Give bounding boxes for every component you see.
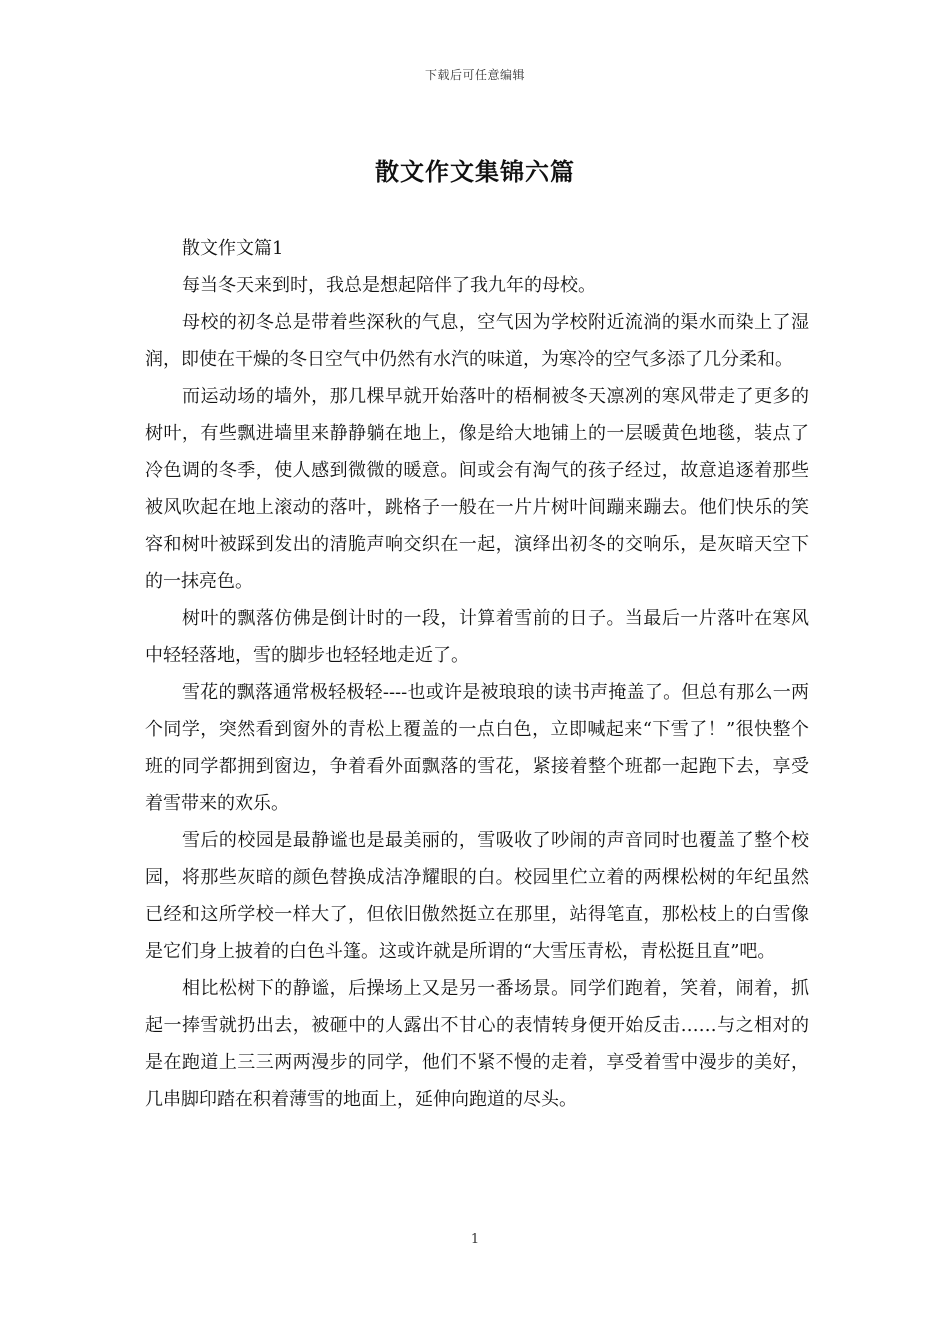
document-title: 散文作文集锦六篇	[375, 157, 575, 186]
paragraph: 每当冬天来到时，我总是想起陪伴了我九年的母校。	[182, 275, 596, 296]
header-note: 下载后可任意编辑	[424, 68, 525, 82]
paragraph: 雪花的飘落通常极轻极轻----也或许是被琅琅的读书声掩盖了。但总有那么一两个同学，突然看到窗外的青松上覆盖的一点白色，立即喊起来“下雪了！”很快整个班的同学都拥到窗边，争着看外面飘落的雪花，紧接着整个班都一起跑下去，享受着雪带来的欢乐。	[145, 682, 809, 814]
section-heading: 散文作文篇1	[182, 238, 284, 259]
paragraph: 母校的初冬总是带着些深秋的气息，空气因为学校附近流淌的渠水而染上了湿润，即使在干燥的冬日空气中仍然有水汽的味道，为寒冷的空气多添了几分柔和。	[145, 312, 809, 370]
paragraph: 雪后的校园是最静谧也是最美丽的，雪吸收了吵闹的声音同时也覆盖了整个校园，将那些灰暗的颜色替换成洁净耀眼的白。校园里伫立着的两棵松树的年纪虽然已经和这所学校一样大了，但依旧傲然挺立在那里，站得笔直，那松枝上的白雪像是它们身上披着的白色斗篷。这或许就是所谓的“大雪压青松，青松挺且直”吧。	[145, 830, 809, 962]
paragraph: 相比松树下的静谧，后操场上又是另一番场景。同学们跑着，笑着，闹着，抓起一捧雪就扔出去，被砸中的人露出不甘心的表情转身便开始反击……与之相对的是在跑道上三三两两漫步的同学，他们不紧不慢的走着，享受着雪中漫步的美好，几串脚印踏在积着薄雪的地面上，延伸向跑道的尽头。	[145, 978, 809, 1110]
page-number: 1	[470, 1232, 480, 1247]
paragraph: 树叶的飘落仿佛是倒计时的一段，计算着雪前的日子。当最后一片落叶在寒风中轻轻落地，雪的脚步也轻轻地走近了。	[145, 608, 809, 666]
document-body	[145, 230, 809, 1118]
paragraph: 而运动场的墙外，那几棵早就开始落叶的梧桐被冬天凛冽的寒风带走了更多的树叶，有些飘进墙里来静静躺在地上，像是给大地铺上的一层暖黄色地毯，装点了冷色调的冬季，使人感到微微的暖意。间或会有淘气的孩子经过，故意追逐着那些被风吹起在地上滚动的落叶，跳格子一般在一片片树叶间蹦来蹦去。他们快乐的笑容和树叶被踩到发出的清脆声响交织在一起，演绎出初冬的交响乐，是灰暗天空下的一抹亮色。	[145, 386, 809, 592]
